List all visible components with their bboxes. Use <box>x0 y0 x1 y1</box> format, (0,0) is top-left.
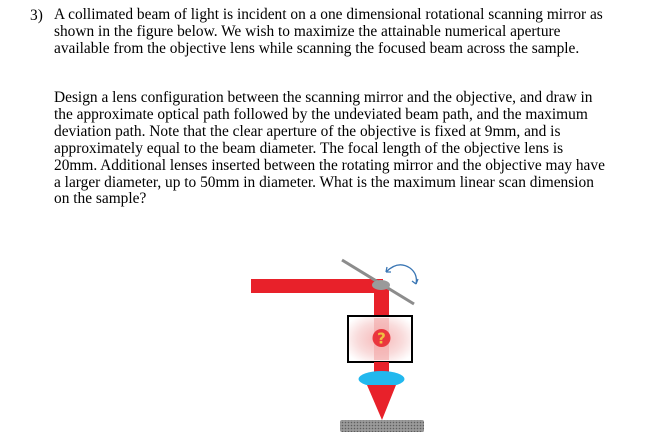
sample <box>340 420 424 432</box>
mirror-pivot <box>372 280 390 290</box>
question-paragraph-1: A collimated beam of light is incident on a one dimensional rotational scanning mirror as shown in the figure below. We wish to maximize the attainable numerical aperture available from the objective lens while scanning the focused beam across the sample. <box>54 6 603 57</box>
rotation-arrow-head-end <box>412 279 418 284</box>
scanning-mirror-figure <box>248 250 448 440</box>
reflected-beam <box>374 286 389 316</box>
optical-setup-diagram <box>248 250 448 440</box>
focused-beam <box>367 385 396 420</box>
objective-lens <box>359 371 405 387</box>
rotation-arrow-icon <box>386 265 416 284</box>
question-paragraph-2: Design a lens configuration between the scanning mirror and the objective, and draw in the approximate optical path followed by the undeviated beam path, and the maximum deviation path. Note that the clear aperture of the objective is fixed at 9mm, and is approximately equal to the beam diameter. The focal length of the objective lens is 20mm. Additional lenses inserted between the rotating mirror and the objective may have a larger diameter, up to 50mm in diameter. What is the maximum linear scan dimension on the sample? <box>54 89 605 208</box>
incoming-beam <box>251 279 383 293</box>
question-number: 3) <box>30 7 43 24</box>
question-mark-text: ? <box>377 329 386 348</box>
